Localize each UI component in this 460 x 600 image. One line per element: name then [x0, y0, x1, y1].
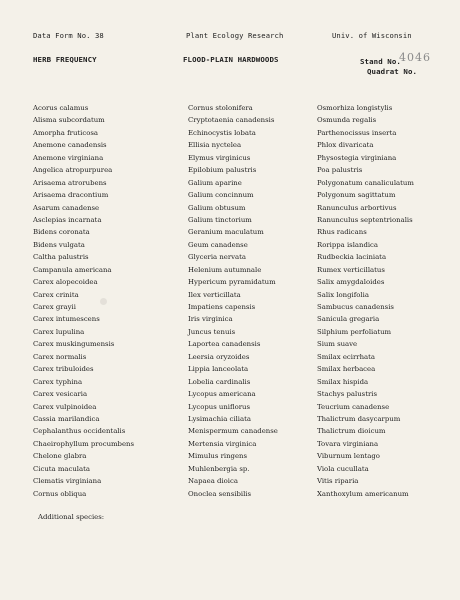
species-entry: Lobelia cardinalis — [188, 377, 251, 386]
stand-number-handwritten: 4046 — [399, 51, 431, 64]
species-entry: Carex crinita — [33, 290, 79, 299]
species-column-2 — [188, 102, 278, 500]
species-entry: Angelica atropurpurea — [33, 166, 113, 175]
species-entry: Caltha palustris — [33, 253, 89, 262]
species-entry: Amorpha fruticosa — [33, 128, 99, 137]
species-entry: Salix amygdaloides — [317, 278, 385, 287]
species-entry: Viola cucullata — [317, 464, 369, 473]
species-entry: Smilax herbacea — [317, 365, 376, 374]
species-entry: Ilex verticillata — [188, 290, 241, 299]
species-entry: Arisaema dracontium — [33, 191, 109, 200]
species-entry: Chaeirophyllum procumbens — [33, 439, 135, 448]
species-entry: Galium aparine — [188, 178, 242, 187]
species-entry: Osmunda regalis — [317, 116, 377, 125]
species-entry: Mertensia virginica — [188, 439, 257, 448]
species-entry: Thalictrum dioicum — [317, 427, 386, 436]
species-entry: Asarum canadense — [33, 203, 100, 212]
species-entry: Onoclea sensibilis — [188, 489, 252, 498]
species-entry: Polygonum sagittatum — [317, 191, 396, 200]
form-number: Data Form No. 38 — [33, 31, 104, 40]
species-entry: Vitis riparia — [317, 477, 359, 486]
species-entry: Bidens vulgata — [33, 240, 85, 249]
species-entry: Galium tinctorium — [188, 215, 252, 224]
species-entry: Lycopus uniflorus — [188, 402, 251, 411]
species-entry: Lippia lanceolata — [188, 365, 249, 374]
species-entry: Leersia oryzoides — [188, 352, 250, 361]
species-entry: Elymus virginicus — [188, 153, 251, 162]
species-entry: Anemone canadensis — [33, 141, 107, 150]
species-entry: Osmorhiza longistylis — [317, 104, 393, 112]
species-entry: Carex vulpinoidea — [33, 402, 97, 411]
species-entry: Ranunculus septentrionalis — [317, 215, 413, 224]
species-entry: Carex typhina — [33, 377, 83, 386]
species-entry: Carex intumescens — [33, 315, 100, 324]
species-entry: Polygonatum canaliculatum — [317, 178, 414, 187]
species-entry: Muhlenbergia sp. — [188, 464, 250, 473]
species-entry: Rumex verticillatus — [317, 265, 385, 274]
species-entry: Asclepias incarnata — [33, 215, 102, 224]
species-entry: Laportea canadensis — [188, 340, 261, 349]
species-entry: Stachys palustris — [317, 390, 378, 399]
species-entry: Napaea dioica — [188, 477, 238, 486]
species-entry: Lycopus americana — [188, 390, 256, 399]
species-entry: Geranium maculatum — [188, 228, 264, 237]
species-entry: Echinocystis lobata — [188, 128, 256, 137]
species-entry: Phlox divaricata — [317, 141, 374, 150]
paper-smudge — [100, 298, 107, 305]
species-column-1 — [33, 102, 134, 500]
species-entry: Cassia marilandica — [33, 414, 100, 423]
species-column-3 — [317, 102, 414, 500]
species-entry: Carex normalis — [33, 352, 87, 361]
species-entry: Glyceria nervata — [188, 253, 247, 262]
species-entry: Sium suave — [317, 340, 358, 349]
university: Univ. of Wisconsin — [332, 31, 412, 40]
species-entry: Rorippa islandica — [317, 240, 379, 249]
species-entry: Arisaema atrorubens — [33, 178, 107, 187]
species-entry: Xanthoxylum americanum — [317, 489, 409, 498]
species-entry: Galium concinnum — [188, 191, 254, 200]
species-entry: Thalictrum dasycarpum — [317, 414, 401, 423]
species-entry: Smilax ecirrhata — [317, 352, 375, 361]
species-entry: Acorus calamus — [33, 104, 89, 112]
community-title: FLOOD-PLAIN HARDWOODS — [183, 55, 279, 64]
species-entry: Carex alopecoidea — [33, 278, 98, 287]
species-entry: Cephalanthus occidentalis — [33, 427, 126, 436]
quadrat-label: Quadrat No. — [367, 67, 418, 76]
species-entry: Geum canadense — [188, 240, 248, 249]
species-entry: Iris virginica — [188, 315, 233, 324]
species-entry: Physostegia virginiana — [317, 153, 397, 162]
species-entry: Tovara virginiana — [317, 439, 379, 448]
species-entry: Lysimachia ciliata — [188, 414, 251, 423]
species-entry: Sanicula gregaria — [317, 315, 380, 324]
species-entry: Mimulus ringens — [188, 452, 247, 461]
species-entry: Carex muskingumensis — [33, 340, 115, 349]
species-entry: Helenium autumnale — [188, 265, 262, 274]
species-entry: Smilax hispida — [317, 377, 369, 386]
additional-species-label: Additional species: — [38, 513, 105, 521]
species-entry: Cornus stolonifera — [188, 104, 253, 112]
stand-label: Stand No. — [360, 57, 401, 66]
species-entry: Cicuta maculata — [33, 464, 90, 473]
species-entry: Carex lupulina — [33, 327, 85, 336]
species-entry: Poa palustris — [317, 166, 363, 175]
species-entry: Carex grayii — [33, 303, 76, 311]
species-entry: Sambucus canadensis — [317, 303, 394, 311]
species-entry: Campanula americana — [33, 265, 112, 274]
species-entry: Alisma subcordatum — [33, 116, 105, 125]
species-entry: Impatiens capensis — [188, 303, 256, 311]
species-entry: Anemone virginiana — [33, 153, 104, 162]
organization: Plant Ecology Research — [186, 31, 284, 40]
species-entry: Epilobium palustris — [188, 166, 257, 175]
species-entry: Menispermum canadense — [188, 427, 278, 436]
species-entry: Silphium perfoliatum — [317, 327, 392, 336]
species-entry: Rudbeckia laciniata — [317, 253, 387, 262]
species-entry: Clematis virginiana — [33, 477, 102, 486]
species-entry: Viburnum lentago — [317, 452, 380, 461]
species-entry: Parthenocissus inserta — [317, 128, 397, 137]
species-entry: Cryptotaenia canadensis — [188, 116, 275, 125]
species-entry: Hypericum pyramidatum — [188, 278, 276, 287]
species-entry: Teucrium canadense — [317, 402, 390, 411]
species-entry: Salix longifolia — [317, 290, 369, 299]
form-title: HERB FREQUENCY — [33, 55, 97, 64]
species-entry: Ranunculus arbortivus — [317, 203, 397, 212]
species-entry: Rhus radicans — [317, 228, 367, 237]
species-entry: Galium obtusum — [188, 203, 246, 212]
species-entry: Bidens coronata — [33, 228, 90, 237]
species-entry: Juncus tenuis — [188, 327, 236, 336]
species-entry: Carex vesicaria — [33, 390, 88, 399]
species-entry: Cornus obliqua — [33, 489, 87, 498]
species-entry: Ellisia nyctelea — [188, 141, 242, 150]
species-entry: Carex tribuloides — [33, 365, 94, 374]
species-entry: Chelone glabra — [33, 452, 87, 461]
